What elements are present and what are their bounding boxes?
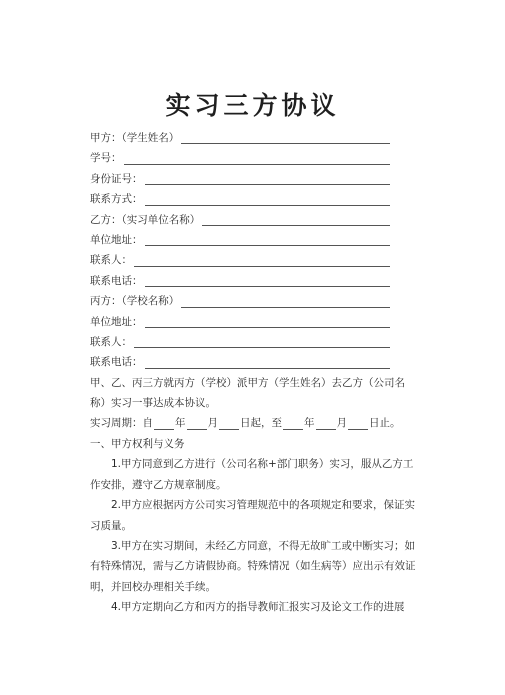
term-blank [219, 418, 239, 430]
field-blank-line [181, 295, 390, 308]
term-month-end: 月 [336, 417, 347, 430]
field-label: 单位地址： [90, 315, 143, 328]
field-id-number [90, 169, 420, 189]
field-label: 学号： [90, 152, 122, 165]
field-party-c-phone [90, 352, 420, 372]
field-blank-line [145, 172, 391, 185]
clause-3: 3.甲方在实习期间，未经乙方同意，不得无故旷工或中断实习；如有特殊情况，需与乙方请假协商。特殊情况（如生病等）应出示有效证明，并回校办理相关手续。 [90, 539, 416, 593]
field-blank-line [145, 193, 391, 206]
term-year-end: 年 [304, 417, 315, 430]
field-label: 乙方：（实习单位名称） [90, 213, 201, 226]
field-blank-line [145, 356, 391, 369]
field-blank-line [134, 254, 390, 267]
field-party-c-contact [90, 332, 420, 352]
field-party-b-phone [90, 271, 420, 291]
field-label: 丙方：（学校名称） [90, 295, 180, 308]
clause-2: 2.甲方应根据丙方公司实习管理规范中的各项规定和要求，保证实习质量。 [90, 499, 416, 532]
field-party-c-address [90, 312, 420, 332]
field-blank-line [202, 213, 390, 226]
term-blank [316, 418, 336, 430]
field-label: 联系电话： [90, 356, 143, 369]
field-party-a-name [90, 128, 420, 148]
field-label: 甲方：（学生姓名） [90, 131, 180, 144]
term-prefix: 实习周期：自 [90, 417, 153, 430]
field-party-b-address [90, 230, 420, 250]
field-label: 身份证号： [90, 172, 143, 185]
clause-1: 1.甲方同意到乙方进行（公司名称+部门职务）实习，服从乙方工作安排，遵守乙方规章制度。 [90, 458, 414, 491]
term-blank [348, 418, 368, 430]
document-body [90, 128, 420, 618]
field-party-b-contact [90, 250, 420, 270]
term-day-end: 日止。 [369, 417, 401, 430]
field-blank-line [134, 335, 390, 348]
term-blank [187, 418, 207, 430]
term-day-start: 日起，至 [240, 417, 282, 430]
field-student-id [90, 148, 420, 168]
section-heading: 一、甲方权利与义务 [90, 437, 185, 450]
field-blank-line [145, 233, 391, 246]
field-label: 联系方式： [90, 193, 143, 206]
field-label: 联系人： [90, 254, 132, 267]
field-blank-line [124, 152, 391, 165]
term-blank [154, 418, 174, 430]
field-label: 联系人： [90, 335, 132, 348]
clause-4: 4.甲方定期向乙方和丙方的指导教师汇报实习及论文工作的进展 [111, 601, 405, 614]
field-blank-line [145, 315, 391, 328]
term-year-start: 年 [175, 417, 186, 430]
field-party-c-name [90, 291, 420, 311]
field-blank-line [181, 131, 390, 144]
term-blank [283, 418, 303, 430]
internship-period [90, 414, 420, 434]
term-month-start: 月 [207, 417, 218, 430]
document-title: 实习三方协议 [165, 91, 340, 120]
field-contact-method [90, 189, 420, 209]
field-blank-line [145, 274, 391, 287]
intro-paragraph: 甲、乙、丙三方就丙方（学校）派甲方（学生姓名）去乙方（公司名称）实习一事达成本协议。 [90, 376, 405, 410]
field-label: 联系电话： [90, 274, 143, 287]
field-label: 单位地址： [90, 233, 143, 246]
field-party-b-name [90, 210, 420, 230]
